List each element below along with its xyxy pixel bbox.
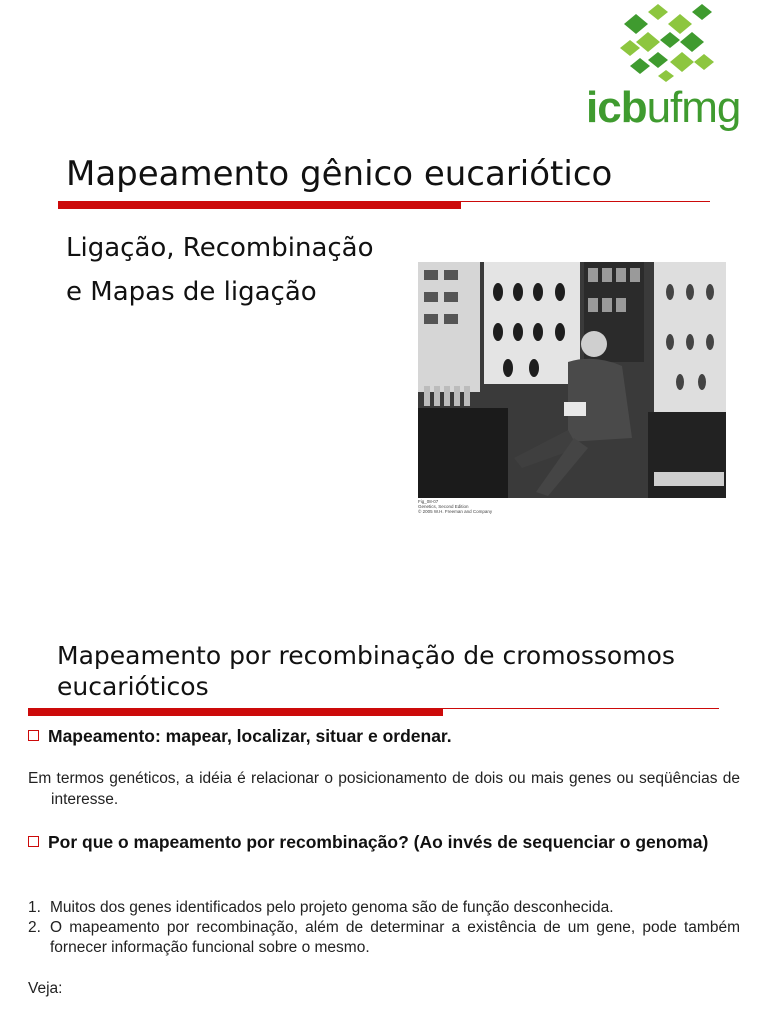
title-underline-thin [443, 708, 719, 709]
subtitle-line: Ligação, Recombinação [66, 233, 374, 263]
list-item [28, 918, 740, 958]
slide-2 [0, 620, 768, 1024]
bullet-text: Mapeamento: mapear, localizar, situar e ordenar. [48, 726, 452, 746]
checkbox-bullet-icon [28, 836, 39, 847]
slide-subtitle [66, 226, 374, 314]
checkbox-bullet-icon [28, 730, 39, 741]
list-text: O mapeamento por recombinação, além de determinar a existência de um gene, pode também fornecer informação funcional sobre o mesmo. [50, 919, 740, 956]
caption-line: © 2005 W.H. Freeman and Company [418, 509, 493, 514]
slide-title: Mapeamento por recombinação de cromossomos eucarióticos [57, 641, 675, 701]
list-number: 1. [28, 899, 41, 916]
subtitle-line: e Mapas de ligação [66, 277, 317, 307]
veja-label: Veja: [28, 980, 63, 997]
list-number: 2. [28, 919, 41, 936]
paragraph [28, 768, 740, 810]
leaf-pattern-icon [618, 4, 714, 84]
paragraph-text: Em termos genéticos, a idéia é relacionar o posicionamento de dois ou mais genes ou seqüências de interesse. [28, 770, 740, 808]
bullet-heading [28, 726, 740, 747]
title-underline-thick [58, 201, 461, 209]
bullet-text: Por que o mapeamento por recombinação? (Ao invés de sequenciar o genoma) [48, 832, 709, 852]
numbered-list [28, 898, 740, 958]
slide-title: Mapeamento gênico eucariótico [66, 154, 613, 194]
title-underline-thick [28, 708, 443, 716]
title-underline-thin [461, 201, 710, 202]
list-item [28, 898, 740, 918]
caption-line: Genetics, Second Edition [418, 504, 469, 509]
caption-line: Fig_08-07 [418, 499, 439, 504]
list-text: Muitos dos genes identificados pelo projeto genoma são de função desconhecida. [50, 899, 614, 916]
logo-wordmark: icbufmg [586, 83, 741, 132]
icbufmg-logo [580, 4, 755, 134]
scientist-photo [418, 262, 726, 498]
bullet-heading [28, 830, 740, 854]
photo-caption [418, 499, 492, 514]
